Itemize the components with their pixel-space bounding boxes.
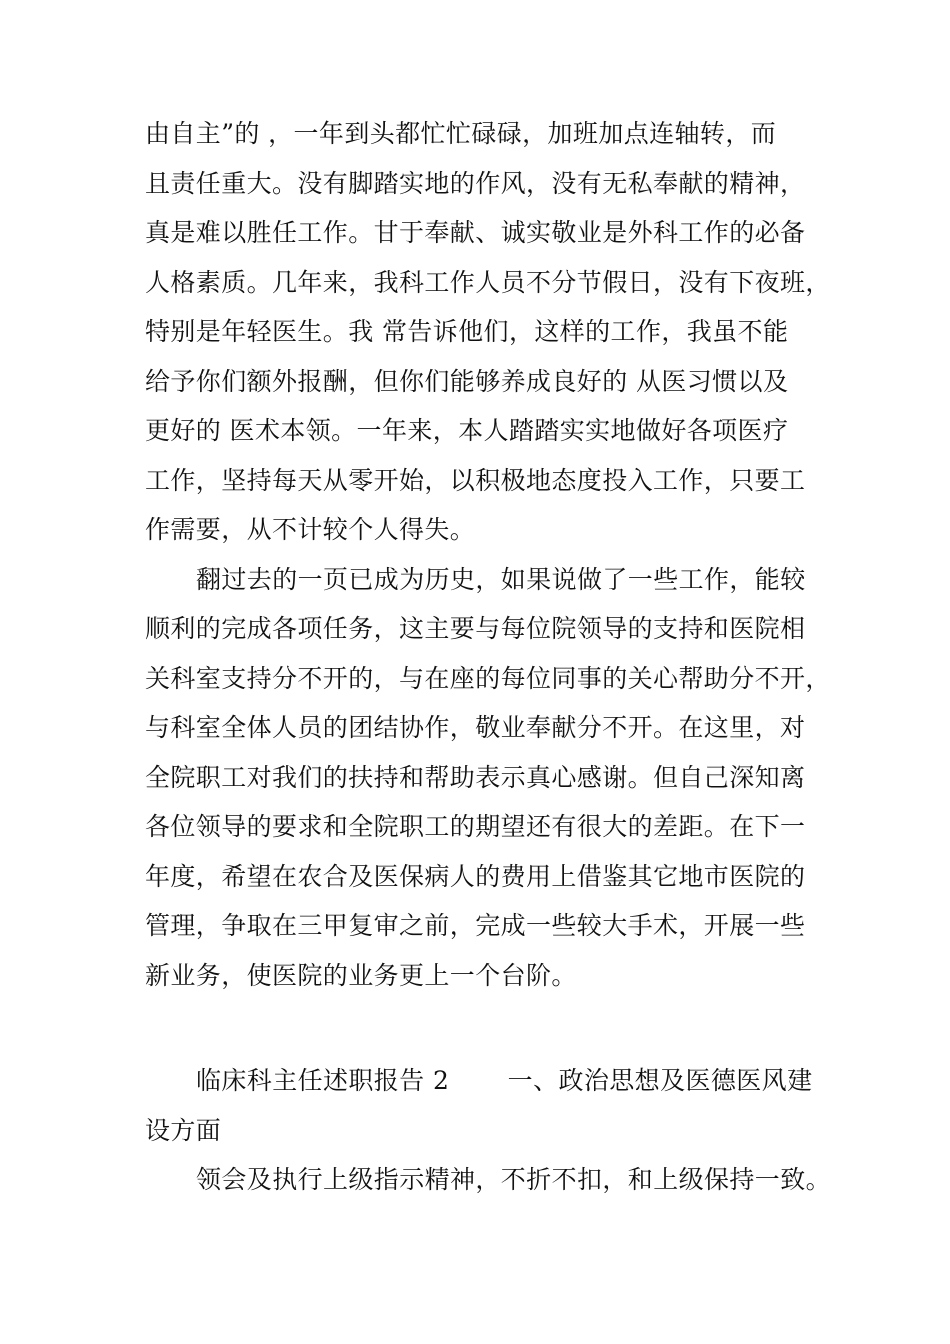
text-line: 工作，坚持每天从零开始，以积极地态度投入工作，只要工: [145, 466, 806, 495]
text-line: 领会及执行上级指示精神，不折不扣，和上级保持一致。: [196, 1165, 832, 1194]
text-line: 翻过去的一页已成为历史，如果说做了一些工作，能较: [196, 565, 806, 594]
text-line: 特别是年轻医生。我 常告诉他们，这样的工作，我虽不能: [145, 317, 789, 346]
text-line: 新业务，使医院的业务更上一个台阶。: [145, 961, 577, 990]
text-line: 设方面: [145, 1116, 222, 1145]
text-line: 人格素质。几年来，我科工作人员不分节假日，没有下夜班，: [145, 268, 831, 297]
text-line: 给予你们额外报酬，但你们能够养成良好的 从医习惯以及: [145, 367, 789, 396]
text-line: 真是难以胜任工作。甘于奉献、诚实敬业是外科工作的必备: [145, 218, 806, 247]
text-line: 由自主”的 ，一年到头都忙忙碌碌，加班加点连轴转，而: [145, 119, 777, 148]
section-heading: 临床科主任述职报告 2 一、政治思想及医德医风建: [196, 1066, 813, 1095]
text-line: 更好的 医术本领。一年来，本人踏踏实实地做好各项医疗: [145, 416, 789, 445]
text-line: 顺利的完成各项任务，这主要与每位院领导的支持和医院相: [145, 614, 806, 643]
text-line: 各位领导的要求和全院职工的期望还有很大的差距。在下一: [145, 812, 806, 841]
text-line: 关科室支持分不开的，与在座的每位同事的关心帮助分不开，: [145, 664, 831, 693]
text-line: 年度，希望在农合及医保病人的费用上借鉴其它地市医院的: [145, 862, 806, 891]
text-line: 与科室全体人员的团结协作，敬业奉献分不开。在这里，对: [145, 713, 806, 742]
text-line: 且责任重大。没有脚踏实地的作风，没有无私奉献的精神，: [145, 169, 806, 198]
text-line: 作需要，从不计较个人得失。: [145, 515, 476, 544]
text-line: 管理，争取在三甲复审之前，完成一些较大手术，开展一些: [145, 911, 806, 940]
text-line: 全院职工对我们的扶持和帮助表示真心感谢。但自己深知离: [145, 763, 806, 792]
